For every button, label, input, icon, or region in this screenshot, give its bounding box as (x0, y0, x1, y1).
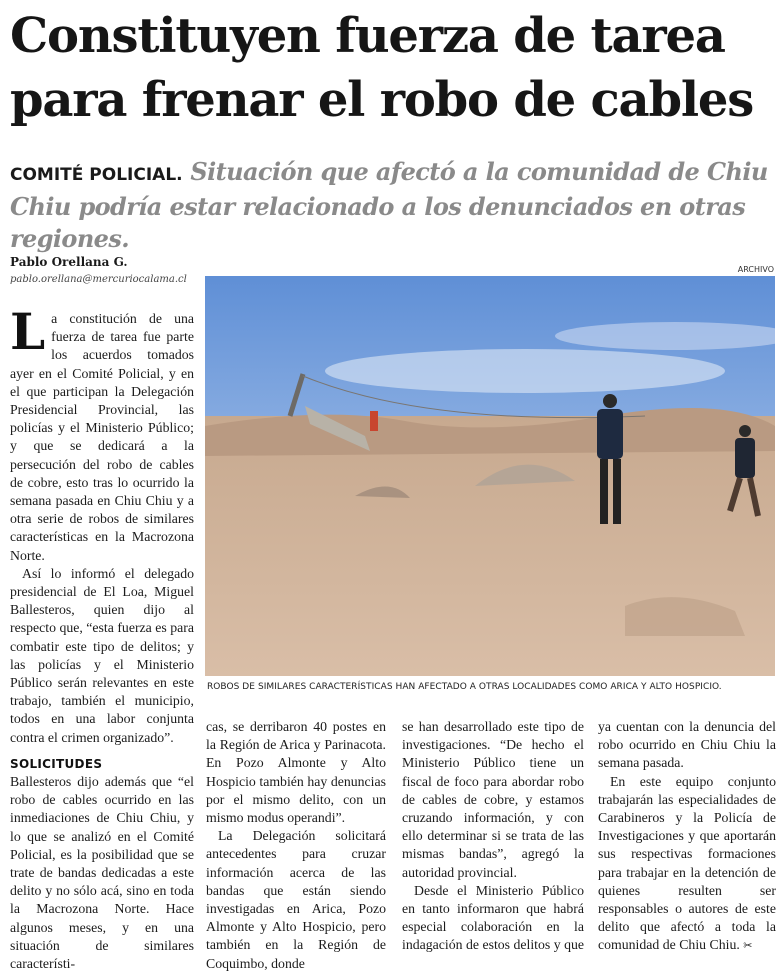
photo-credit: ARCHIVO (737, 265, 774, 274)
body-column-2 (206, 718, 386, 973)
paragraph: cas, se derribaron 40 postes en la Región de Arica y Parinacota. En Pozo Almonte y Alto Hospicio también hay denuncias por el mismo delito, con un mismo modus operandi”. (206, 719, 386, 826)
body-column-1-bottom (10, 756, 194, 973)
desert-scene-illustration (205, 276, 775, 676)
byline-email: pablo.orellana@mercuriocalama.cl (10, 274, 187, 285)
headline-line-2: para frenar el robo de cables (10, 72, 754, 128)
deck-kicker: COMITÉ POLICIAL. (10, 165, 183, 185)
paragraph: se han desarrollado este tipo de investigaciones. “De hecho el Ministerio Público tiene un fiscal de foco para abordar robo de cables de cobre, y estamos cruzando información, y con ello determinar si se trata de las mismas bandas”, agregó la autoridad provincial. (402, 719, 584, 880)
paragraph: La Delegación solicitará antecedentes para cruzar información acerca de las bandas que están siendo investigadas en Arica, Pozo Almonte y Alto Hospicio, pero también en la Región de Coquimbo, donde (206, 828, 386, 971)
subhead-solicitudes: SOLICITUDES (10, 757, 103, 771)
body-column-4 (598, 718, 776, 956)
paragraph: Desde el Ministerio Público en tanto informaron que habrá especial colaboración en la indagación de estos delitos y que (402, 882, 585, 953)
paragraph: Ballesteros dijo además que “el robo de cables ocurrido en las inmediaciones de Chiu Chiu, y lo que se analizó en el Comité Policial, es la posibilidad que se trate de bandas dedicadas a este delito y no sólo acá, sino en toda la Macrozona Norte. Hace algunos meses, y en una situación de similares característi- (10, 774, 194, 972)
deck (10, 156, 775, 255)
news-photo (205, 276, 775, 676)
body-column-3 (402, 718, 584, 955)
paragraph: ya cuentan con la denuncia del robo ocurrido en Chiu Chiu la semana pasada. (598, 719, 776, 771)
end-mark-icon: ✂ (743, 939, 753, 953)
paragraph: Así lo informó el delegado presidencial de El Loa, Miguel Ballesteros, quien dijo al respecto que, “esta fuerza es para combatir este tipo de delitos; y las policías y el Ministerio Público serán relevantes en este trabajo, también el municipio, todos en una labor conjunta contra el crimen organizado”. (10, 565, 194, 745)
body-column-1 (10, 302, 194, 747)
paragraph: La constitución de una fuerza de tarea fue parte los acuerdos tomados ayer en el Comité Policial, y en el que participan la Delegación Presidencial Provincial, las policías y el Ministerio Público; y que se dedicará a la persecución del robo de cables de cobre, esto tras lo ocurrido la semana pasada en Chiu Chiu y a otra serie de robos de similares características en la Macrozona Norte. (10, 302, 194, 563)
headline (10, 4, 775, 132)
byline-author: Pablo Orellana G. (10, 255, 128, 269)
headline-line-1: Constituyen fuerza de tarea (10, 8, 725, 64)
dropcap: L (10, 302, 46, 361)
paragraph: En este equipo conjunto trabajarán las especialidades de Carabineros y la Policía de Investigaciones y que aportarán sus respectivas formaciones para trabajar en la detención de quienes resulten ser responsables o autores de este delito que afectó a toda la comunidad de Chiu Chiu. ✂ (598, 773, 776, 953)
photo-caption: ROBOS DE SIMILARES CARACTERÍSTICAS HAN AFECTADO A OTRAS LOCALIDADES COMO ARICA Y ALTO HOSPICIO. (207, 682, 722, 692)
deck-text: Situación que afectó a la comunidad de Chiu Chiu podría estar relacionado a los denunciados en otras regiones. (10, 157, 768, 253)
worker (370, 411, 378, 431)
cloud (325, 349, 725, 393)
